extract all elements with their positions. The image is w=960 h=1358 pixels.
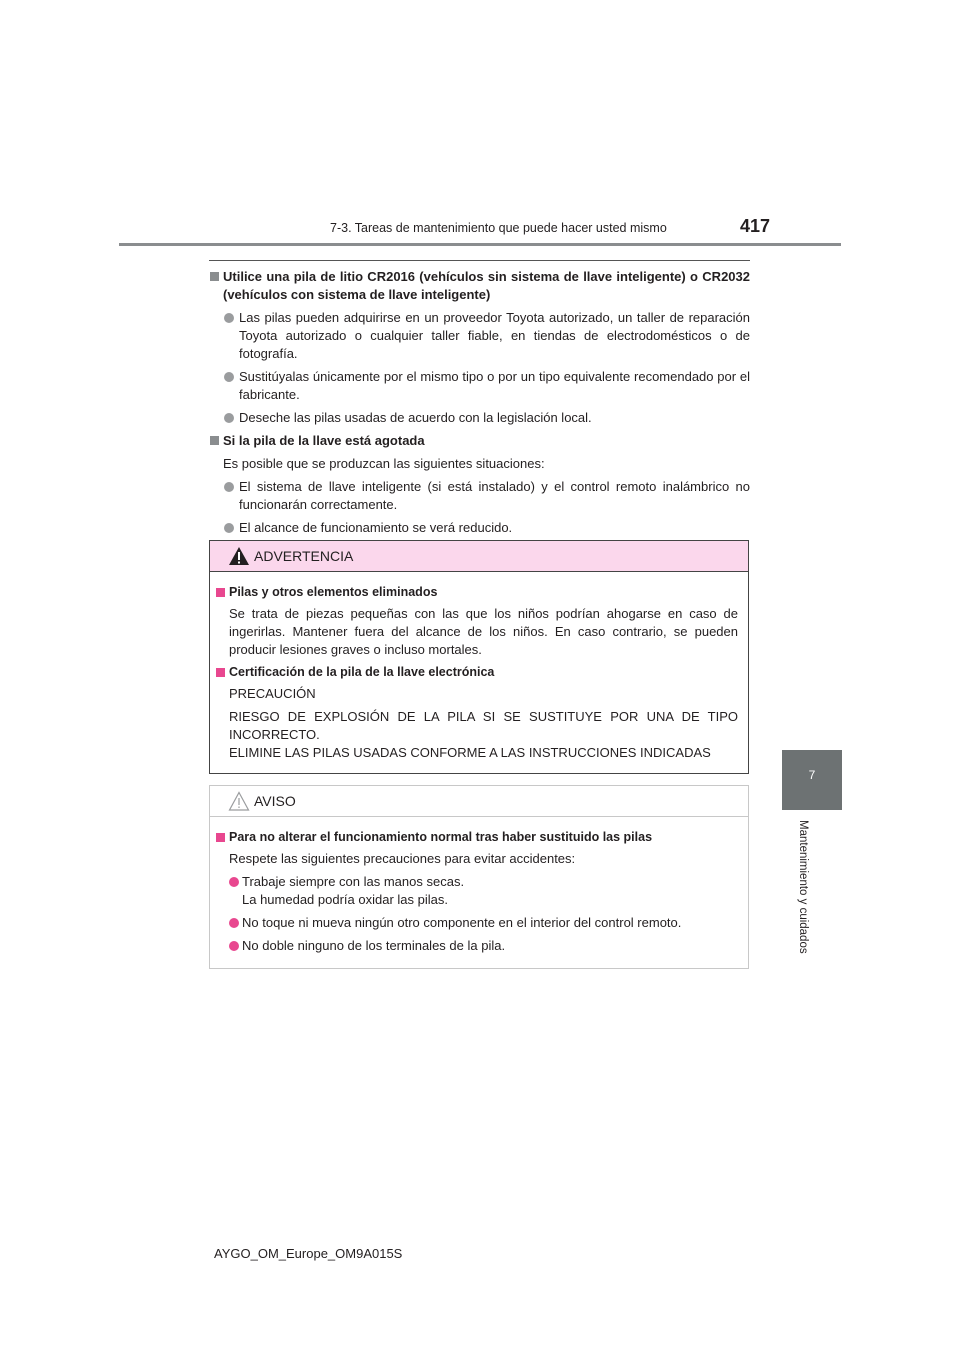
circle-bullet-icon: [224, 413, 234, 423]
section-intro: Es posible que se produzcan las siguientes situaciones:: [223, 456, 545, 471]
bullet-text: Las pilas pueden adquirirse en un proveedor Toyota autorizado, un taller de reparación Toyota autorizado o cualquier taller fiable, en tiendas de electrodomésticos o de fotografía.: [239, 310, 750, 361]
pink-circle-icon: [229, 941, 239, 951]
pink-circle-icon: [229, 918, 239, 928]
page-number: 417: [740, 216, 771, 236]
header-title: 7-3. Tareas de mantenimiento que puede hacer usted mismo: [330, 221, 667, 235]
bullet-item: [210, 478, 750, 514]
notice-item-heading-text: Para no alterar el funcionamiento normal tras haber sustituido las pilas: [229, 830, 653, 844]
circle-bullet-icon: [224, 313, 234, 323]
notice-header: [210, 786, 748, 817]
square-bullet-icon: [210, 272, 219, 281]
notice-title: AVISO: [254, 793, 296, 809]
notice-bullet-text: La humedad podría oxidar las pilas.: [242, 892, 448, 907]
circle-bullet-icon: [224, 482, 234, 492]
notice-bullet-text: Trabaje siempre con las manos secas.: [242, 874, 465, 889]
bullet-text: El sistema de llave inteligente (si está instalado) y el control remoto inalámbrico no funcionarán correctamente.: [239, 479, 750, 512]
bullet-item: [210, 409, 750, 427]
circle-bullet-icon: [224, 523, 234, 533]
warning-item-heading-text: Pilas y otros elementos eliminados: [229, 585, 438, 599]
notice-body: [210, 817, 748, 955]
notice-item-heading: [216, 829, 738, 846]
bullet-item: [210, 368, 750, 404]
side-tab-label: Mantenimiento y cuidados: [797, 820, 809, 954]
warning-title: ADVERTENCIA: [254, 548, 354, 564]
notice-bullet: [216, 914, 738, 932]
warning-item-heading-text: Certificación de la pila de la llave electrónica: [229, 665, 495, 679]
bullet-text: El alcance de funcionamiento se verá reducido.: [239, 520, 513, 535]
caution-outline-icon: [228, 791, 250, 811]
pink-square-icon: [216, 833, 225, 842]
warning-caps-line: ELIMINE LAS PILAS USADAS CONFORME A LAS INSTRUCCIONES INDICADAS: [229, 745, 711, 760]
warning-item-text: [216, 708, 738, 762]
section-heading: [210, 432, 750, 450]
warning-triangle-icon: [228, 546, 250, 566]
section-heading-text: Si la pila de la llave está agotada: [223, 433, 425, 448]
warning-body: [210, 572, 748, 762]
warning-header: [210, 541, 748, 572]
notice-bullet-text: No doble ninguno de los terminales de la pila.: [242, 938, 506, 953]
section-heading: [210, 268, 750, 304]
warning-item-text: PRECAUCIÓN: [229, 686, 316, 701]
bullet-text: Deseche las pilas usadas de acuerdo con la legislación local.: [239, 410, 592, 425]
circle-bullet-icon: [224, 372, 234, 382]
notice-box: [209, 785, 749, 969]
warning-caps-line: RIESGO DE EXPLOSIÓN DE LA PILA SI SE SUSTITUYE POR UNA DE TIPO INCORRECTO.: [229, 709, 738, 742]
bullet-item: [210, 519, 750, 537]
warning-item-text: Se trata de piezas pequeñas con las que los niños podrían ahogarse en caso de ingerirlas. Mantener fuera del alcance de los niños. En caso contrario, se pueden producir lesiones graves o incluso mortales.: [229, 606, 738, 657]
pink-square-icon: [216, 668, 225, 677]
square-bullet-icon: [210, 436, 219, 445]
content-rule: [209, 260, 750, 261]
warning-item-heading: [216, 664, 738, 681]
header-rule: [119, 243, 841, 246]
warning-item-heading: [216, 584, 738, 601]
section-heading-text: Utilice una pila de litio CR2016 (vehículos sin sistema de llave inteligente) o CR2032 (vehículos con sistema de llave inteligente): [223, 269, 750, 302]
bullet-item: [210, 309, 750, 363]
pink-square-icon: [216, 588, 225, 597]
notice-bullet: [216, 873, 738, 909]
notice-bullet-text: No toque ni mueva ningún otro componente en el interior del control remoto.: [242, 915, 682, 930]
footer-text: AYGO_OM_Europe_OM9A015S: [214, 1246, 403, 1261]
pink-circle-icon: [229, 877, 239, 887]
warning-box: [209, 540, 749, 774]
bullet-text: Sustitúyalas únicamente por el mismo tipo o por un tipo equivalente recomendado por el fabricante.: [239, 369, 750, 402]
notice-bullet: [216, 937, 738, 955]
side-tab: [782, 750, 842, 810]
side-tab-number: 7: [808, 768, 816, 782]
main-content: [210, 268, 750, 542]
notice-intro: Respete las siguientes precauciones para evitar accidentes:: [229, 851, 576, 866]
